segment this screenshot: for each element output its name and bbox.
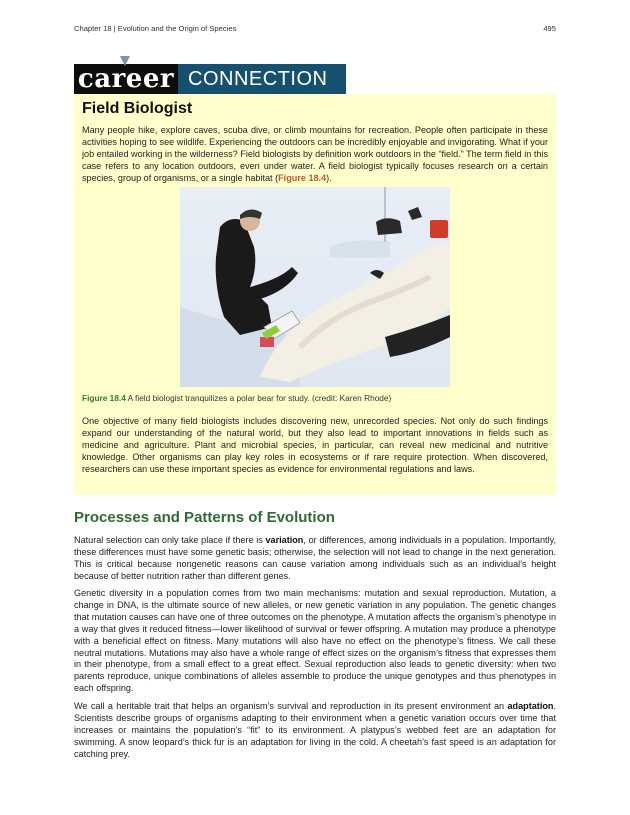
box-paragraph-1	[82, 125, 548, 185]
figure-caption	[82, 393, 548, 403]
running-header	[74, 24, 556, 33]
caption-text: A field biologist tranquilizes a polar bear for study. (credit: Karen Rhode)	[125, 393, 392, 403]
p1-part-a: Natural selection can only take place if there is	[74, 535, 266, 545]
chapter-title: Chapter 18 | Evolution and the Origin of Species	[74, 24, 237, 33]
career-box	[74, 94, 556, 495]
p1-part-b: , or differences, among individuals in a population. Importantly, these differences must have some genetic basis; otherwise, the selection will not lead to change in the next generation. This is critical because nongenetic reasons can cause variation among individuals such as an individual’s height because of better nutrition rather than different genes.	[74, 535, 556, 581]
page-number: 495	[543, 24, 556, 33]
section-paragraph-2: Genetic diversity in a population comes from two main mechanisms: mutation and sexual reproduction. Mutation, a change in DNA, is the ultimate source of new alleles, or new genetic variation in any population. The genetic changes that mutation causes can have one of three outcomes on the phenotype. A mutation affects the organism’s phenotype in a way that gives it reduced fitness—lower likelihood of survival or fewer offspring. A mutation may produce a phenotype with a beneficial effect on fitness. Many mutations will also have no effect on the phenotype’s fitness. We call these neutral mutations. Mutations may also have a whole range of effect sizes on the organism’s fitness that expresses them in their phenotype, from a small effect to a great effect. Sexual reproduction also leads to genetic diversity: when two parents reproduce, unique combinations of alleles assemble to produce the unique genotypes and thus phenotypes in each offspring.	[74, 588, 556, 694]
section-paragraph-1	[74, 535, 556, 583]
career-logo	[74, 64, 178, 94]
career-logo-text: career	[77, 64, 175, 94]
term-adaptation: adaptation	[507, 701, 554, 711]
career-connection-banner	[74, 64, 346, 94]
polar-bear-photo	[180, 187, 450, 387]
photo-illustration	[180, 187, 450, 387]
figure-link[interactable]: Figure 18.4	[278, 172, 327, 183]
box-paragraph-2: One objective of many field biologists includes discovering new, unrecorded species. Not only do such findings expand our understanding of the natural world, but they also lead to important innovations in fields such as medicine and agriculture. Plant and microbial species, in particular, can reveal new medicinal and nutritive knowledge. Other organisms can play key roles in ecosystems or if rare require protection. When discovered, researchers can use these important species as evidence for environmental regulations and laws.	[82, 416, 548, 474]
term-variation: variation	[265, 535, 304, 545]
section-heading: Processes and Patterns of Evolution	[74, 509, 335, 526]
box-p1-text: Many people hike, explore caves, scuba dive, or climb mountains for recreation. People often participate in these activities hoping to see wildlife. Experiencing the outdoors can be incredibly enjoyable and invigorating. What if your job entailed working in the wilderness? Field biologists by definition work outdoors in the “field.” The term field in this case refers to any location outdoors, even under water. A field biologist typically focuses research on a certain species, group of organisms, or a single habitat (	[82, 125, 548, 183]
figure-label: Figure 18.4	[82, 393, 126, 403]
box-p1-end: ).	[326, 172, 332, 183]
tie-icon	[120, 56, 130, 66]
box-title: Field Biologist	[82, 100, 193, 117]
p3-part-b: . Scientists describe groups of organisms adapting to their environment when a genetic variation occurs over time that increases or maintains the population’s “fit” to its environment. A platypus’s webbed feet are an adaptation for swimming. A snow leopard’s thick fur is an adaptation for living in the cold. A cheetah’s fast speed is an adaptation for catching prey.	[74, 701, 556, 759]
connection-label: CONNECTION	[178, 64, 346, 94]
p3-part-a: We call a heritable trait that helps an organism’s survival and reproduction in its present environment an	[74, 701, 508, 711]
section-paragraph-3	[74, 701, 556, 761]
